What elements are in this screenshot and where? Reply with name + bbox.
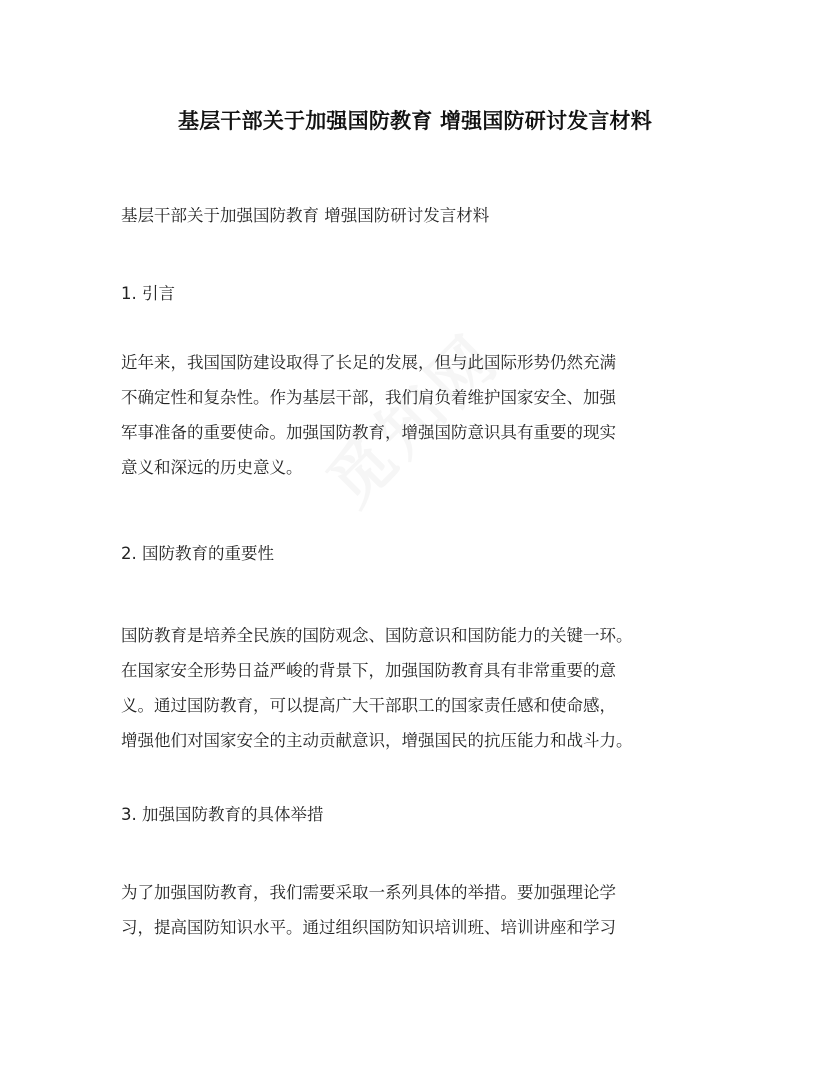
section-heading-2: 2. 国防教育的重要性 xyxy=(121,544,274,563)
section-paragraph-1 xyxy=(121,345,721,485)
paragraph-line: 增强他们对国家安全的主动贡献意识，增强国民的抗压能力和战斗力。 xyxy=(121,731,633,750)
paragraph-line: 在国家安全形势日益严峻的背景下，加强国防教育具有非常重要的意 xyxy=(121,661,616,680)
section-heading-3: 3. 加强国防教育的具体举措 xyxy=(121,805,324,824)
paragraph-line: 军事准备的重要使命。加强国防教育，增强国防意识具有重要的现实 xyxy=(121,423,616,442)
paragraph-line: 国防教育是培养全民族的国防观念、国防意识和国防能力的关键一环。 xyxy=(121,626,633,645)
paragraph-line: 习，提高国防知识水平。通过组织国防知识培训班、培训讲座和学习 xyxy=(121,918,616,937)
paragraph-line: 不确定性和复杂性。作为基层干部，我们肩负着维护国家安全、加强 xyxy=(121,388,616,407)
paragraph-line: 近年来，我国国防建设取得了长足的发展，但与此国际形势仍然充满 xyxy=(121,353,616,372)
document-title: 基层干部关于加强国防教育 增强国防研讨发言材料 xyxy=(178,109,652,133)
paragraph-line: 意义和深远的历史意义。 xyxy=(121,458,303,477)
section-paragraph-3 xyxy=(121,875,721,945)
document-subtitle: 基层干部关于加强国防教育 增强国防研讨发言材料 xyxy=(121,206,490,225)
paragraph-line: 为了加强国防教育，我们需要采取一系列具体的举措。要加强理论学 xyxy=(121,883,616,902)
section-heading-1: 1. 引言 xyxy=(121,284,175,303)
section-paragraph-2 xyxy=(121,618,721,758)
paragraph-line: 义。通过国防教育，可以提高广大干部职工的国家责任感和使命感， xyxy=(121,696,616,715)
